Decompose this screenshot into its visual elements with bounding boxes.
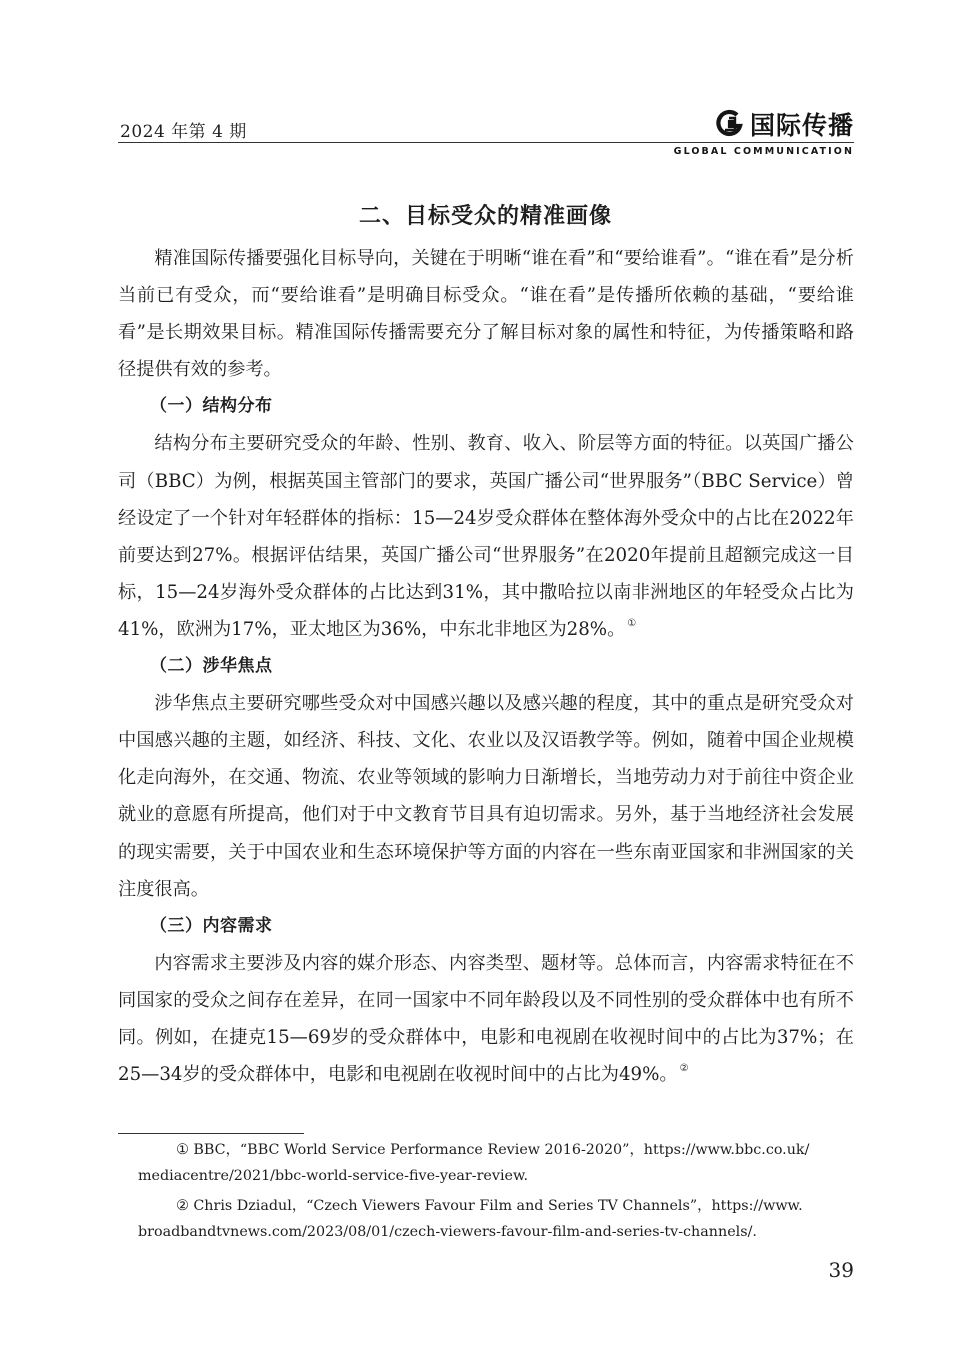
china-focus-paragraph: 涉华焦点主要研究哪些受众对中国感兴趣以及感兴趣的程度，其中的重点是研究受众对中国感兴趣的主题，如经济、科技、文化、农业以及汉语教学等。例如，随着中国企业规模化走向海外，在交通、物流、农业等领域的影响力日渐增长，当地劳动力对于前往中资企业就业的意愿有所提高，他们对于中文教育节目具有迫切需求。另外，基于当地经济社会发展的现实需要，关于中国农业和生态环境保护等方面的内容在一些东南亚国家和非洲国家的关注度很高。 [118,693,854,900]
content-demand-paragraph [118,945,854,1093]
footnote-2-line1[interactable]: ② Chris Dziadul，“Czech Viewers Favour Film and Series TV Channels”，https://www. [176,1198,803,1214]
logo-english: GLOBAL COMMUNICATION [673,146,854,157]
subheading-china-focus: （二）涉华焦点 [150,656,273,677]
logo-text: 国际传播 [749,111,854,140]
main-content [118,240,854,1093]
footnote-rule [118,1133,304,1134]
footnote-1 [138,1137,854,1189]
page-number: 39 [828,1258,854,1282]
footnote-2-line2[interactable]: broadbandtvnews.com/2023/08/01/czech-viewers-favour-film-and-series-tv-channels/. [138,1224,757,1240]
footnote-2 [138,1193,854,1245]
structure-paragraph [118,425,854,648]
footnotes [138,1137,854,1249]
section-title: 二、目标受众的精准画像 [358,204,612,230]
content-demand-text: 内容需求主要涉及内容的媒介形态、内容类型、题材等。总体而言，内容需求特征在不同国家的受众之间存在差异，在同一国家中不同年龄段以及不同性别的受众群体中也有所不同。例如，在捷克15—69岁的受众群体中，电影和电视剧在收视时间中的占比为37%；在25—34岁的受众群体中，电影和电视剧在收视时间中的占比为49%。 [118,952,854,1086]
structure-text: 结构分布主要研究受众的年龄、性别、教育、收入、阶层等方面的特征。以英国广播公司（BBC）为例，根据英国主管部门的要求，英国广播公司“世界服务”（BBC Service）曾经设定了一个针对年轻群体的指标：15—24岁受众群体在整体海外受众中的占比在2022年前要达到27%。根据评估结果，英国广播公司“世界服务”在2020年提前且超额完成这一目标，15—24岁海外受众群体的占比达到31%，其中撒哈拉以南非洲地区的年轻受众占比为41%，欧洲为17%，亚太地区为36%，中东北非地区为28%。 [118,433,854,640]
header-rule [118,142,854,143]
journal-logo [674,106,854,157]
footnote-1-line2[interactable]: mediacentre/2021/bbc-world-service-five-year-review. [138,1168,529,1184]
gc-logo-icon [714,109,744,139]
subheading-content-demand: （三）内容需求 [150,915,273,936]
footnote-1-line1[interactable]: ① BBC，“BBC World Service Performance Review 2016-2020”，https://www.bbc.co.uk/ [176,1142,810,1158]
issue-label: 2024 年第 4 期 [120,122,247,142]
intro-paragraph: 精准国际传播要强化目标导向，关键在于明晰“谁在看”和“要给谁看”。“谁在看”是分析当前已有受众，而“要给谁看”是明确目标受众。“谁在看”是传播所依赖的基础，“要给谁看”是长期效果目标。精准国际传播需要充分了解目标对象的属性和特征，为传播策略和路径提供有效的参考。 [118,248,854,381]
subheading-structure: （一）结构分布 [150,396,273,417]
footnote-ref-2[interactable]: ② [679,1063,689,1075]
footnote-ref-1[interactable]: ① [627,617,637,629]
